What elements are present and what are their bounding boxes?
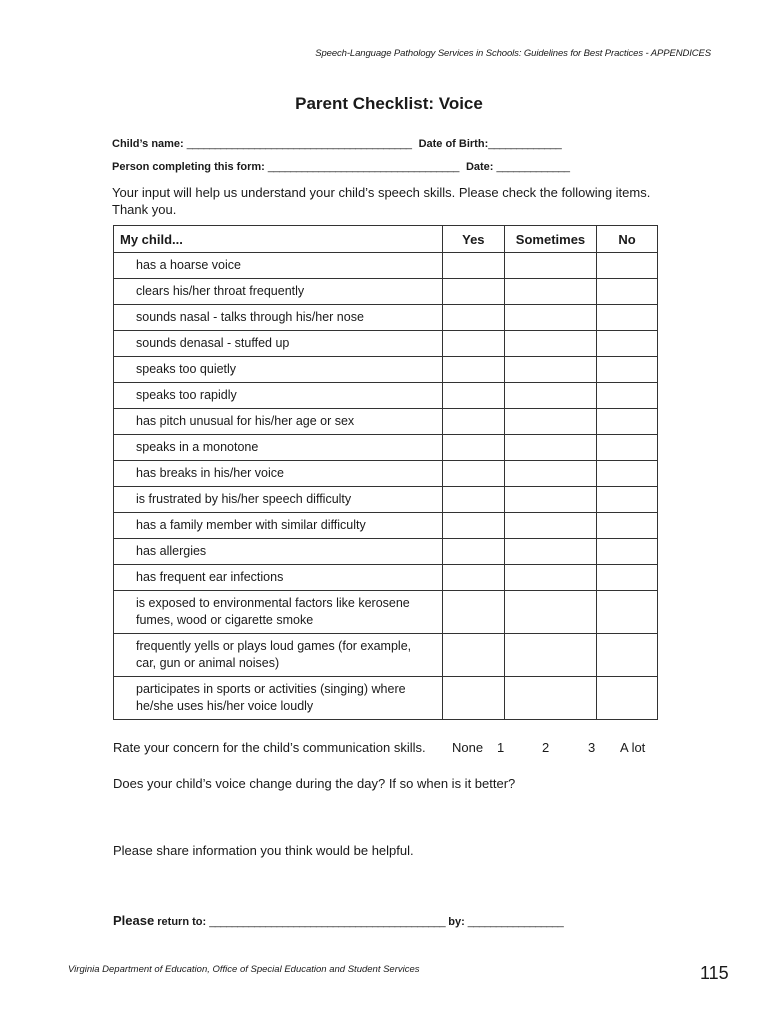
table-row xyxy=(114,634,658,677)
dob-field[interactable]: _____________ xyxy=(488,138,562,150)
checkbox-sometimes[interactable] xyxy=(504,383,596,409)
checklist-table xyxy=(113,225,658,720)
checkbox-sometimes[interactable] xyxy=(504,565,596,591)
checklist-item-label: speaks too quietly xyxy=(114,357,443,383)
checkbox-no[interactable] xyxy=(597,565,658,591)
checkbox-yes[interactable] xyxy=(442,279,504,305)
header-yes: Yes xyxy=(442,226,504,253)
checkbox-yes[interactable] xyxy=(442,487,504,513)
table-row xyxy=(114,253,658,279)
header-no: No xyxy=(597,226,658,253)
person-label: Person completing this form: xyxy=(112,161,265,173)
rating-option-1[interactable]: 1 xyxy=(497,740,505,755)
page-title: Parent Checklist: Voice xyxy=(295,94,483,113)
table-header-row xyxy=(114,226,658,253)
footer-text: Virginia Department of Education, Office of Special Education and Student Services xyxy=(68,964,420,975)
checkbox-sometimes[interactable] xyxy=(504,357,596,383)
table-row xyxy=(114,487,658,513)
checkbox-yes[interactable] xyxy=(442,461,504,487)
checkbox-no[interactable] xyxy=(597,591,658,634)
checkbox-no[interactable] xyxy=(597,539,658,565)
child-name-row xyxy=(112,138,561,150)
rating-option-2[interactable]: 2 xyxy=(542,740,550,755)
rating-option-3[interactable]: 3 xyxy=(588,740,596,755)
checkbox-sometimes[interactable] xyxy=(504,487,596,513)
checkbox-sometimes[interactable] xyxy=(504,409,596,435)
return-by-field[interactable]: _________________ xyxy=(467,916,564,928)
checkbox-sometimes[interactable] xyxy=(504,305,596,331)
checkbox-sometimes[interactable] xyxy=(504,461,596,487)
dob-label: Date of Birth: xyxy=(418,138,489,150)
checkbox-yes[interactable] xyxy=(442,383,504,409)
checkbox-yes[interactable] xyxy=(442,253,504,279)
checklist-item-label: frequently yells or plays loud games (for example, car, gun or animal noises) xyxy=(114,634,443,677)
table-row xyxy=(114,305,658,331)
checklist-item-label: has frequent ear infections xyxy=(114,565,443,591)
checkbox-sometimes[interactable] xyxy=(504,253,596,279)
checkbox-no[interactable] xyxy=(597,253,658,279)
checklist-item-label: speaks in a monotone xyxy=(114,435,443,461)
table-row xyxy=(114,677,658,720)
checkbox-yes[interactable] xyxy=(442,513,504,539)
checklist-item-label: has a hoarse voice xyxy=(114,253,443,279)
table-row xyxy=(114,357,658,383)
table-row xyxy=(114,409,658,435)
checkbox-sometimes[interactable] xyxy=(504,435,596,461)
checkbox-no[interactable] xyxy=(597,383,658,409)
checkbox-no[interactable] xyxy=(597,357,658,383)
return-by-label: by: xyxy=(448,916,465,928)
checklist-item-label: has allergies xyxy=(114,539,443,565)
return-row xyxy=(113,913,563,928)
checkbox-sometimes[interactable] xyxy=(504,591,596,634)
voice-change-question: Does your child’s voice change during the day? If so when is it better? xyxy=(113,776,516,791)
header-sometimes: Sometimes xyxy=(504,226,596,253)
table-row xyxy=(114,435,658,461)
checkbox-yes[interactable] xyxy=(442,539,504,565)
return-to-label: return to: xyxy=(157,916,207,928)
checkbox-sometimes[interactable] xyxy=(504,279,596,305)
share-info-question: Please share information you think would be helpful. xyxy=(113,843,414,858)
running-header: Speech-Language Pathology Services in Schools: Guidelines for Best Practices - APPENDICES xyxy=(315,48,711,59)
checkbox-no[interactable] xyxy=(597,331,658,357)
checkbox-yes[interactable] xyxy=(442,305,504,331)
child-name-label: Child’s name: xyxy=(112,138,184,150)
checkbox-sometimes[interactable] xyxy=(504,634,596,677)
checkbox-no[interactable] xyxy=(597,677,658,720)
checkbox-no[interactable] xyxy=(597,461,658,487)
checkbox-no[interactable] xyxy=(597,409,658,435)
header-my-child: My child... xyxy=(114,226,443,253)
checkbox-no[interactable] xyxy=(597,435,658,461)
checkbox-yes[interactable] xyxy=(442,435,504,461)
date-field[interactable]: _____________ xyxy=(496,161,570,173)
checklist-item-label: is exposed to environmental factors like kerosene fumes, wood or cigarette smoke xyxy=(114,591,443,634)
table-row xyxy=(114,383,658,409)
table-row xyxy=(114,539,658,565)
checkbox-yes[interactable] xyxy=(442,565,504,591)
checkbox-yes[interactable] xyxy=(442,634,504,677)
checkbox-yes[interactable] xyxy=(442,357,504,383)
rating-question: Rate your concern for the child’s communication skills. xyxy=(113,740,426,755)
checklist-item-label: is frustrated by his/her speech difficulty xyxy=(114,487,443,513)
table-row xyxy=(114,513,658,539)
checkbox-sometimes[interactable] xyxy=(504,331,596,357)
checklist-item-label: has a family member with similar difficulty xyxy=(114,513,443,539)
table-row xyxy=(114,331,658,357)
return-to-field[interactable]: __________________________________________ xyxy=(209,916,446,928)
checkbox-yes[interactable] xyxy=(442,677,504,720)
table-row xyxy=(114,279,658,305)
checkbox-yes[interactable] xyxy=(442,409,504,435)
rating-option-a-lot[interactable]: A lot xyxy=(620,740,646,755)
checklist-item-label: clears his/her throat frequently xyxy=(114,279,443,305)
checkbox-no[interactable] xyxy=(597,513,658,539)
table-row xyxy=(114,591,658,634)
table-row xyxy=(114,565,658,591)
checklist-item-label: has pitch unusual for his/her age or sex xyxy=(114,409,443,435)
checklist-item-label: has breaks in his/her voice xyxy=(114,461,443,487)
child-name-field[interactable]: ________________________________________ xyxy=(186,138,412,150)
person-field[interactable]: __________________________________ xyxy=(267,161,459,173)
checkbox-yes[interactable] xyxy=(442,331,504,357)
checkbox-no[interactable] xyxy=(597,279,658,305)
checklist-item-label: speaks too rapidly xyxy=(114,383,443,409)
intro-text: Your input will help us understand your child’s speech skills. Please check the following items. Thank you. xyxy=(112,185,651,217)
checkbox-yes[interactable] xyxy=(442,591,504,634)
checklist-item-label: sounds nasal - talks through his/her nose xyxy=(114,305,443,331)
rating-option-none[interactable]: None xyxy=(452,740,484,755)
checkbox-sometimes[interactable] xyxy=(504,677,596,720)
date-label: Date: xyxy=(465,161,494,173)
checkbox-sometimes[interactable] xyxy=(504,539,596,565)
table-row xyxy=(114,461,658,487)
person-row xyxy=(112,161,570,173)
checkbox-no[interactable] xyxy=(597,487,658,513)
checklist-item-label: participates in sports or activities (singing) where he/she uses his/her voice loudly xyxy=(114,677,443,720)
page-number: 115 xyxy=(700,963,729,983)
checkbox-sometimes[interactable] xyxy=(504,513,596,539)
return-please-label: Please xyxy=(113,913,155,928)
checkbox-no[interactable] xyxy=(597,634,658,677)
checklist-item-label: sounds denasal - stuffed up xyxy=(114,331,443,357)
checkbox-no[interactable] xyxy=(597,305,658,331)
